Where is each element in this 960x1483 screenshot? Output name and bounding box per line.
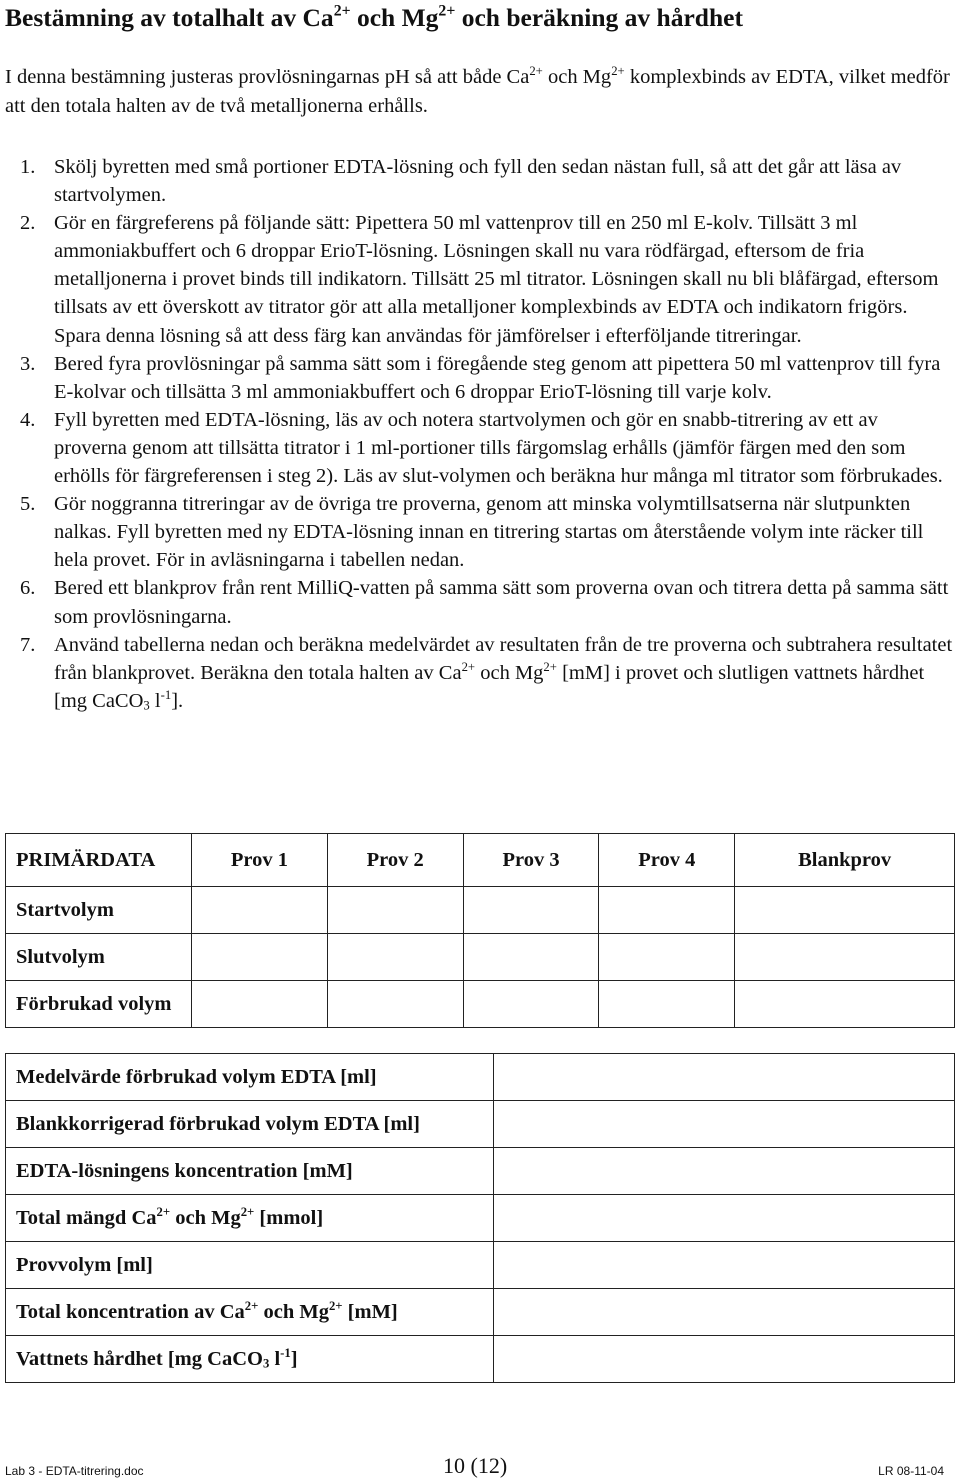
procedure-steps <box>0 153 955 715</box>
data-cell[interactable] <box>463 981 599 1028</box>
row-label: Startvolym <box>6 887 192 934</box>
step-item <box>0 406 955 490</box>
row-label: Total koncentration av $Ca^{2+}$ och $Mg^{2+}$ [mM] <box>6 1289 494 1336</box>
step-item <box>0 350 955 406</box>
value-cell[interactable] <box>494 1242 955 1289</box>
page-title: Bestämning av totalhalt av $Ca^{2+}$ och $Mg^{2+}$ och beräkning av hårdhet <box>5 2 743 32</box>
row-label: Blankkorrigerad förbrukad volym EDTA [ml] <box>6 1101 494 1148</box>
summary-table <box>5 1053 955 1383</box>
value-cell[interactable] <box>494 1054 955 1101</box>
value-cell[interactable] <box>494 1148 955 1195</box>
step-text: Bered fyra provlösningar på samma sätt som i föregående steg genom att pipettera 50 ml vattenprov till fyra E-kolvar och tillsätta 3 ml ammoniakbuffert och 6 droppar ErioT-lösning till varje kolv. <box>54 352 941 403</box>
step-number: 4. <box>20 408 36 431</box>
table-row <box>6 887 955 934</box>
step-number: 7. <box>20 633 36 656</box>
header-cell: Prov 3 <box>463 834 599 887</box>
row-label: EDTA-lösningens koncentration [mM] <box>6 1148 494 1195</box>
row-label: Vattnets hårdhet [mg CaCO$_3$ $l^{-1}$] <box>6 1336 494 1383</box>
header-cell: Prov 1 <box>192 834 328 887</box>
header-cell: PRIMÄRDATA <box>6 834 192 887</box>
header-cell: Prov 4 <box>599 834 735 887</box>
data-cell[interactable] <box>463 934 599 981</box>
data-cell[interactable] <box>463 887 599 934</box>
value-cell[interactable] <box>494 1101 955 1148</box>
step-item <box>0 209 955 349</box>
data-cell[interactable] <box>327 981 463 1028</box>
step-number: 1. <box>20 156 36 178</box>
data-cell[interactable] <box>192 934 328 981</box>
table-row <box>6 1054 955 1101</box>
data-cell[interactable] <box>735 887 955 934</box>
step-text: Gör noggranna titreringar av de övriga tre proverna, genom att minska volymtillsatserna när slutpunkten nalkas. Fyll byretten med ny EDTA-lösning innan en titrering startas om återstående volym inte räcker till hela provet. För in avläsningarna i tabellen nedan. <box>54 493 924 572</box>
value-cell[interactable] <box>494 1195 955 1242</box>
intro-paragraph: I denna bestämning justeras provlösningarnas pH så att både $Ca^{2+}$ och $Mg^{2+}$ komplexbinds av EDTA, vilket medför att den totala halten av de två metalljonerna erhålls. <box>5 63 950 117</box>
step-item <box>0 574 955 630</box>
data-cell[interactable] <box>735 934 955 981</box>
table-row <box>6 1195 955 1242</box>
table-row <box>6 1101 955 1148</box>
step-text: Skölj byretten med små portioner EDTA-lösning och fyll den sedan nästan full, så att det går att läsa av startvolymen. <box>54 156 902 207</box>
row-label: Total mängd $Ca^{2+}$ och $Mg^{2+}$ [mmol] <box>6 1195 494 1242</box>
header-cell: Blankprov <box>735 834 955 887</box>
row-label: Förbrukad volym <box>6 981 192 1028</box>
page-number: 10 (12) <box>443 1453 508 1478</box>
value-cell[interactable] <box>494 1336 955 1383</box>
footer-filename: Lab 3 - EDTA-titrering.doc <box>5 1464 144 1478</box>
row-label: Slutvolym <box>6 934 192 981</box>
data-cell[interactable] <box>599 934 735 981</box>
step-text: Fyll byretten med EDTA-lösning, läs av och notera startvolymen och gör en snabb-titrering av ett av proverna genom att tillsätta titrator i 1 ml-portioner tills färgomslag erhålls (jämför färgen med den som erhölls för färgreferensen i steg 2). Läs av slut-volymen och beräkna hur många ml titrator som förbrukades. <box>54 408 943 488</box>
table-header-row <box>6 834 955 887</box>
step-text: Använd tabellerna nedan och beräkna medelvärdet av resultaten från de tre proverna och subtrahera resultatet från blankprovet. Beräkna den totala halten av $Ca^{2+}$ och $Mg^{2+}$ [mM] i provet och slutligen vattnets hårdhet [mg CaCO$_3$ $l^{-1}$]. <box>54 633 953 713</box>
table-row <box>6 1242 955 1289</box>
step-item <box>0 490 955 574</box>
row-label: Medelvärde förbrukad volym EDTA [ml] <box>6 1054 494 1101</box>
table-row <box>6 934 955 981</box>
step-text: Bered ett blankprov från rent MilliQ-vatten på samma sätt som proverna ovan och titrera detta på samma sätt som provlösningarna. <box>54 577 949 628</box>
data-cell[interactable] <box>327 934 463 981</box>
step-number: 3. <box>20 352 36 375</box>
table-row <box>6 1289 955 1336</box>
data-cell[interactable] <box>327 887 463 934</box>
value-cell[interactable] <box>494 1289 955 1336</box>
data-cell[interactable] <box>599 887 735 934</box>
data-cell[interactable] <box>192 981 328 1028</box>
step-item <box>0 631 955 715</box>
step-item <box>0 153 955 209</box>
step-number: 5. <box>20 493 36 516</box>
data-cell[interactable] <box>192 887 328 934</box>
row-label: Provvolym [ml] <box>6 1242 494 1289</box>
step-number: 6. <box>20 577 36 600</box>
table-row <box>6 1336 955 1383</box>
header-cell: Prov 2 <box>327 834 463 887</box>
step-number: 2. <box>20 212 36 235</box>
step-text: Gör en färgreferens på följande sätt: Pipettera 50 ml vattenprov till en 250 ml E-kolv. Tillsätt 3 ml ammoniakbuffert och 6 droppar ErioT-lösning. Lösningen skall nu vara rödfärgad, eftersom de fria metalljonerna i provet binds till indikatorn. Tillsätt 25 ml titrator. Lösningen skall nu bli blåfärgad, eftersom tillsats av ett överskott av titrator gör att alla metalljoner komplexbinds av EDTA och indikatorn frigörs. Spara denna lösning så att dess färg kan användas för jämförelser i efterföljande titreringar. <box>54 212 939 347</box>
table-row <box>6 1148 955 1195</box>
data-cell[interactable] <box>735 981 955 1028</box>
data-cell[interactable] <box>599 981 735 1028</box>
footer-date: LR 08-11-04 <box>878 1464 944 1478</box>
primary-data-table <box>5 833 955 1028</box>
table-row <box>6 981 955 1028</box>
